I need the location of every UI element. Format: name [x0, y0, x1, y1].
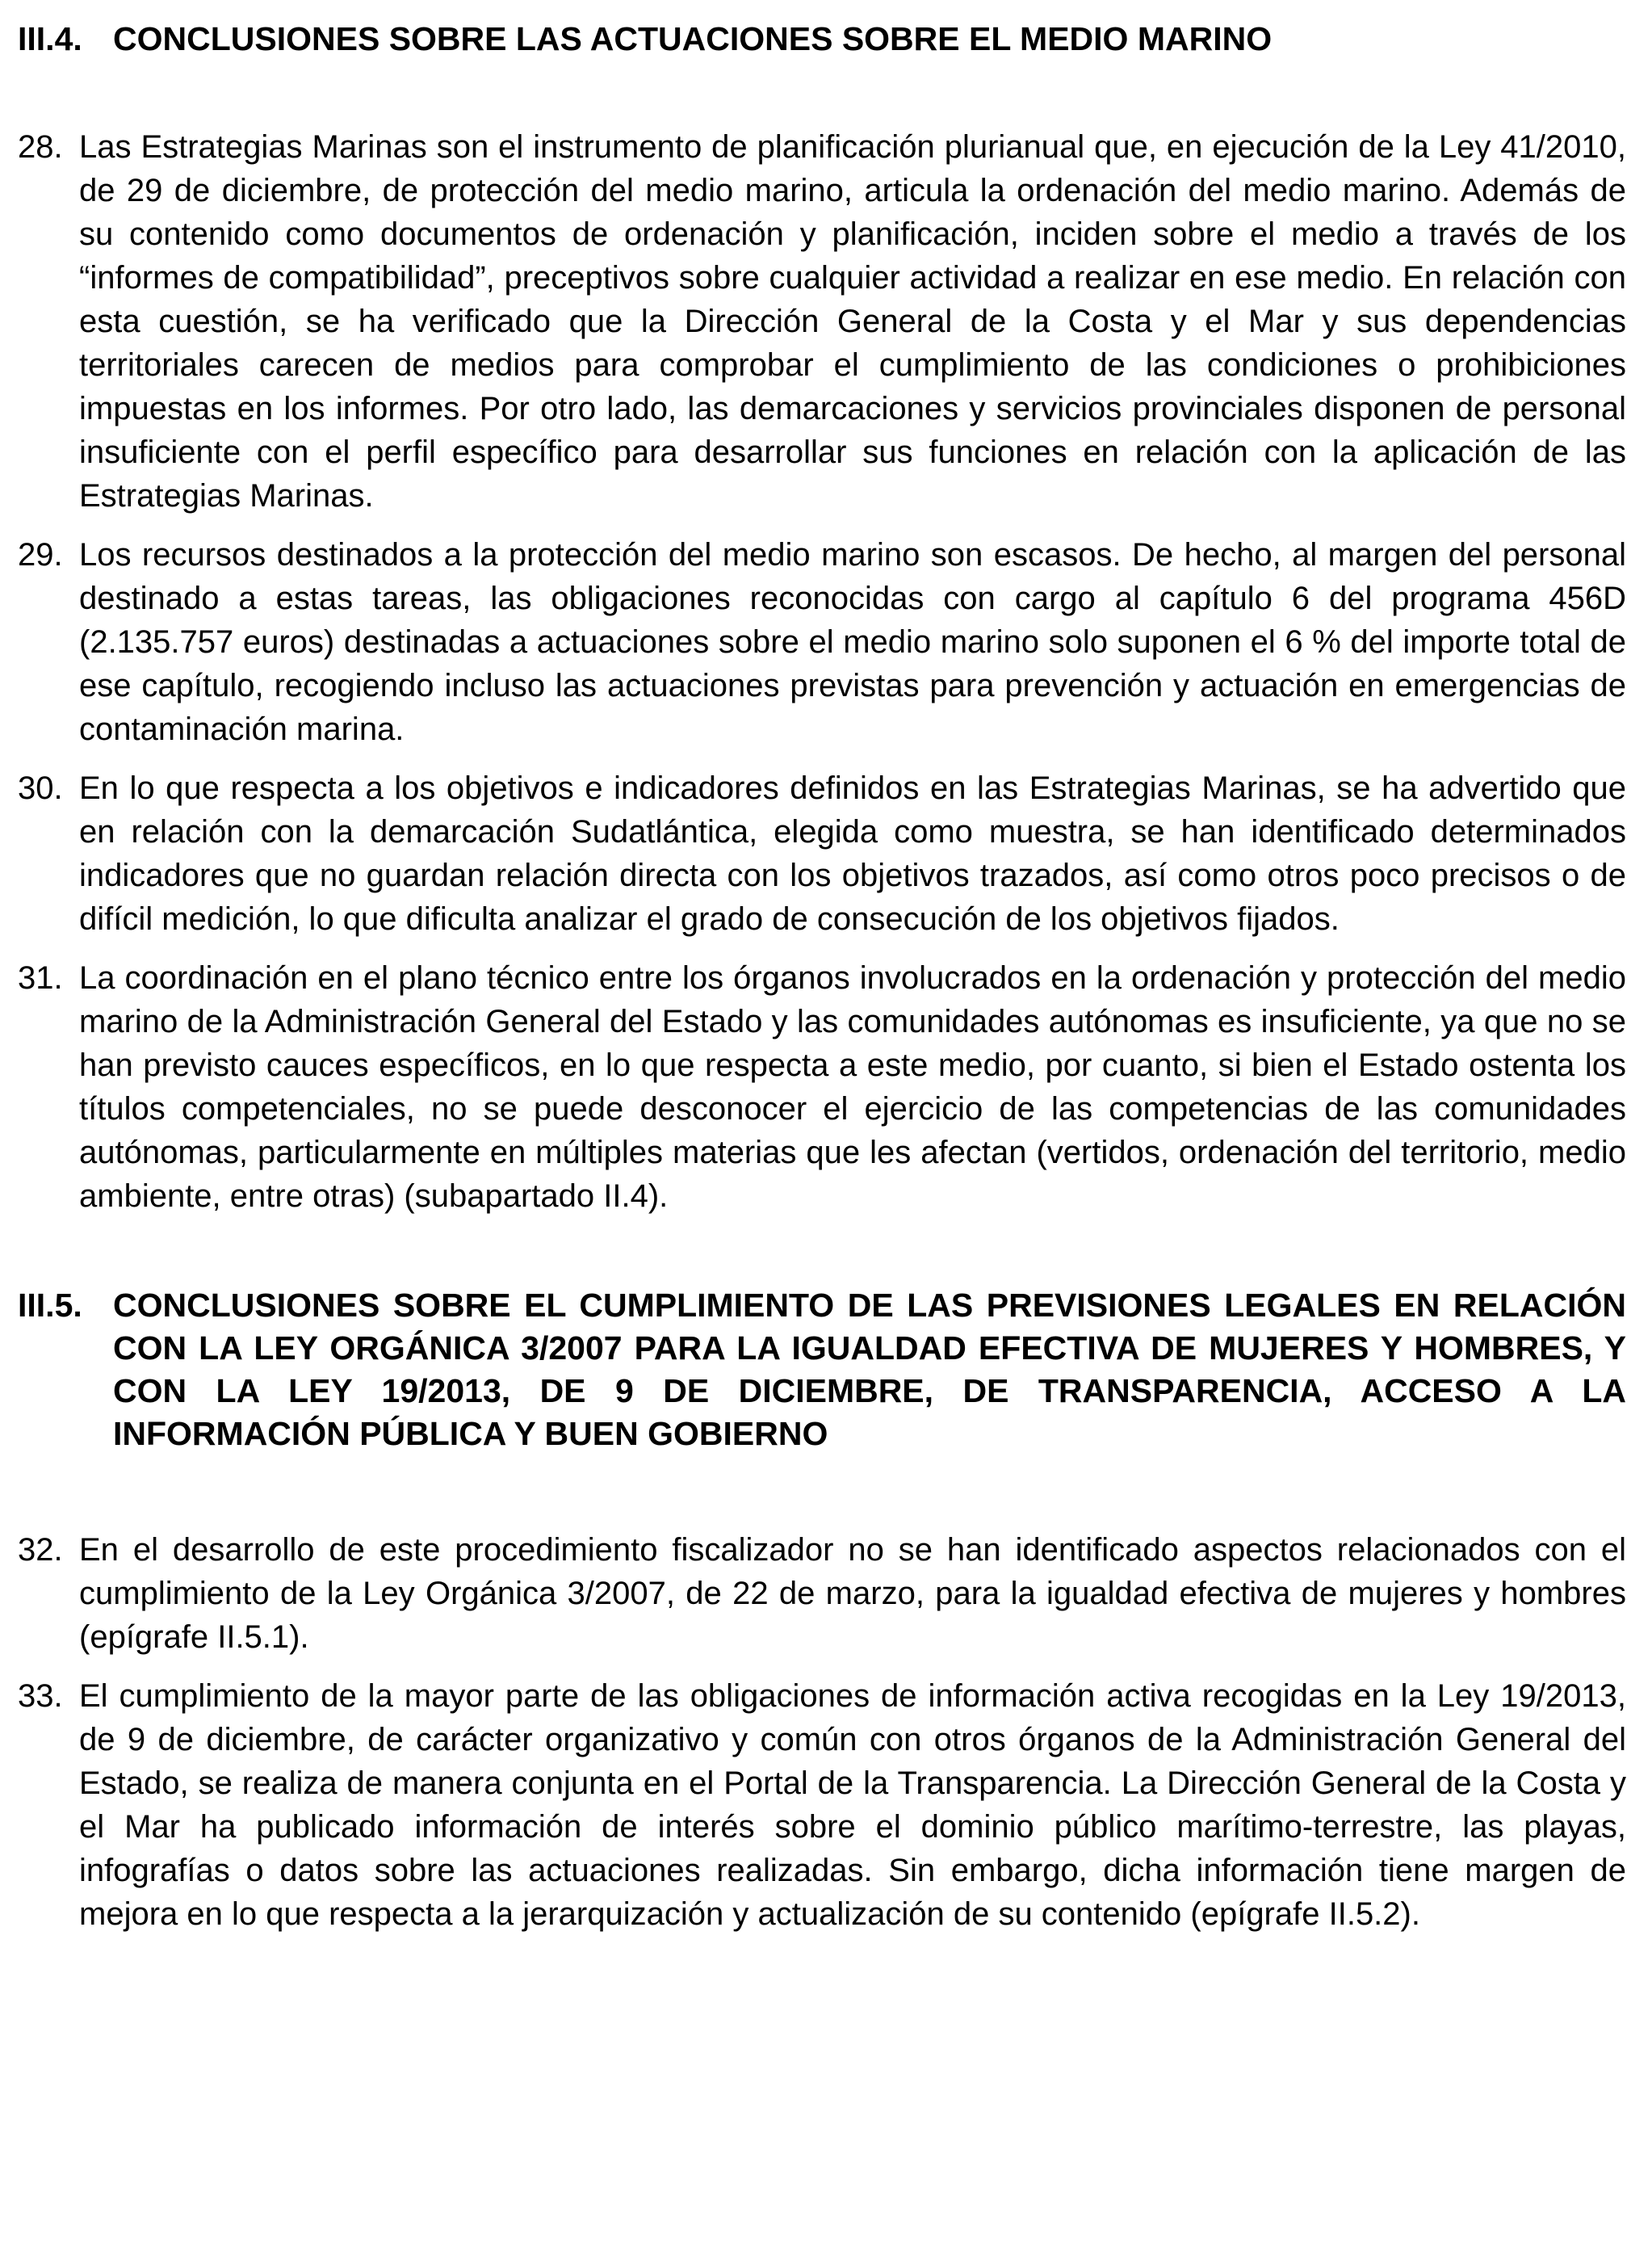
paragraph-number: 33.	[18, 1678, 63, 1714]
paragraph-text: El cumplimiento de la mayor parte de las obligaciones de información activa recogidas en la Ley 19/2013, de 9 de diciembre, de carácter organizativo y común con otros órganos de la Administración General del Estado, se realiza de manera conjunta en el Portal de la Transparencia. La Dirección General de la Costa y el Mar ha publicado información de interés sobre el dominio público marítimo-terrestre, las playas, infografías o datos sobre las actuaciones realizadas. Sin embargo, dicha información tiene margen de mejora en lo que respecta a la jerarquización y actualización de su contenido (epígrafe II.5.2).	[79, 1678, 1626, 1932]
paragraph-number: 29.	[18, 537, 63, 573]
paragraph-text: La coordinación en el plano técnico entre los órganos involucrados en la ordenación y protección del medio marino de la Administración General del Estado y las comunidades autónomas es insuficiente, ya que no se han previsto cauces específicos, en lo que respecta a este medio, por cuanto, si bien el Estado ostenta los títulos competenciales, no se puede desconocer el ejercicio de las competencias de las comunidades autónomas, particularmente en múltiples materias que les afectan (vertidos, ordenación del territorio, medio ambiente, entre otras) (subapartado II.4).	[79, 960, 1626, 1214]
numbered-paragraph	[18, 533, 1626, 751]
section-number: III.4.	[18, 20, 82, 57]
paragraph-number: 30.	[18, 770, 63, 806]
paragraph-text: Las Estrategias Marinas son el instrumento de planificación plurianual que, en ejecución de la Ley 41/2010, de 29 de diciembre, de protección del medio marino, articula la ordenación del medio marino. Además de su contenido como documentos de ordenación y planificación, inciden sobre el medio a través de los “informes de compatibilidad”, preceptivos sobre cualquier actividad a realizar en ese medio. En relación con esta cuestión, se ha verificado que la Dirección General de la Costa y el Mar y sus dependencias territoriales carecen de medios para comprobar el cumplimiento de las condiciones o prohibiciones impuestas en los informes. Por otro lado, las demarcaciones y servicios provinciales disponen de personal insuficiente con el perfil específico para desarrollar sus funciones en relación con la aplicación de las Estrategias Marinas.	[79, 129, 1626, 514]
numbered-paragraph	[18, 1528, 1626, 1659]
numbered-paragraph	[18, 1674, 1626, 1936]
numbered-paragraph	[18, 956, 1626, 1218]
document-page	[18, 18, 1626, 1936]
section-heading	[18, 1284, 1626, 1455]
numbered-paragraph	[18, 766, 1626, 941]
paragraph-number: 32.	[18, 1532, 63, 1568]
paragraph-text: Los recursos destinados a la protección del medio marino son escasos. De hecho, al margen del personal destinado a estas tareas, las obligaciones reconocidas con cargo al capítulo 6 del programa 456D (2.135.757 euros) destinadas a actuaciones sobre el medio marino solo suponen el 6 % del importe total de ese capítulo, recogiendo incluso las actuaciones previstas para prevención y actuación en emergencias de contaminación marina.	[79, 537, 1626, 747]
paragraph-text: En el desarrollo de este procedimiento fiscalizador no se han identificado aspectos relacionados con el cumplimiento de la Ley Orgánica 3/2007, de 22 de marzo, para la igualdad efectiva de mujeres y hombres (epígrafe II.5.1).	[79, 1532, 1626, 1655]
section-heading	[18, 18, 1626, 61]
paragraph-number: 31.	[18, 960, 63, 996]
section-title: CONCLUSIONES SOBRE LAS ACTUACIONES SOBRE EL MEDIO MARINO	[113, 20, 1273, 57]
section-number: III.5.	[18, 1287, 82, 1324]
numbered-paragraph	[18, 125, 1626, 518]
paragraph-number: 28.	[18, 129, 63, 165]
section-title: CONCLUSIONES SOBRE EL CUMPLIMIENTO DE LAS PREVISIONES LEGALES EN RELACIÓN CON LA LEY ORGÁNICA 3/2007 PARA LA IGUALDAD EFECTIVA DE MUJERES Y HOMBRES, Y CON LA LEY 19/2013, DE 9 DE DICIEMBRE, DE TRANSPARENCIA, ACCESO A LA INFORMACIÓN PÚBLICA Y BUEN GOBIERNO	[113, 1287, 1626, 1452]
paragraph-text: En lo que respecta a los objetivos e indicadores definidos en las Estrategias Marinas, se ha advertido que en relación con la demarcación Sudatlántica, elegida como muestra, se han identificado determinados indicadores que no guardan relación directa con los objetivos trazados, así como otros poco precisos o de difícil medición, lo que dificulta analizar el grado de consecución de los objetivos fijados.	[79, 770, 1626, 937]
